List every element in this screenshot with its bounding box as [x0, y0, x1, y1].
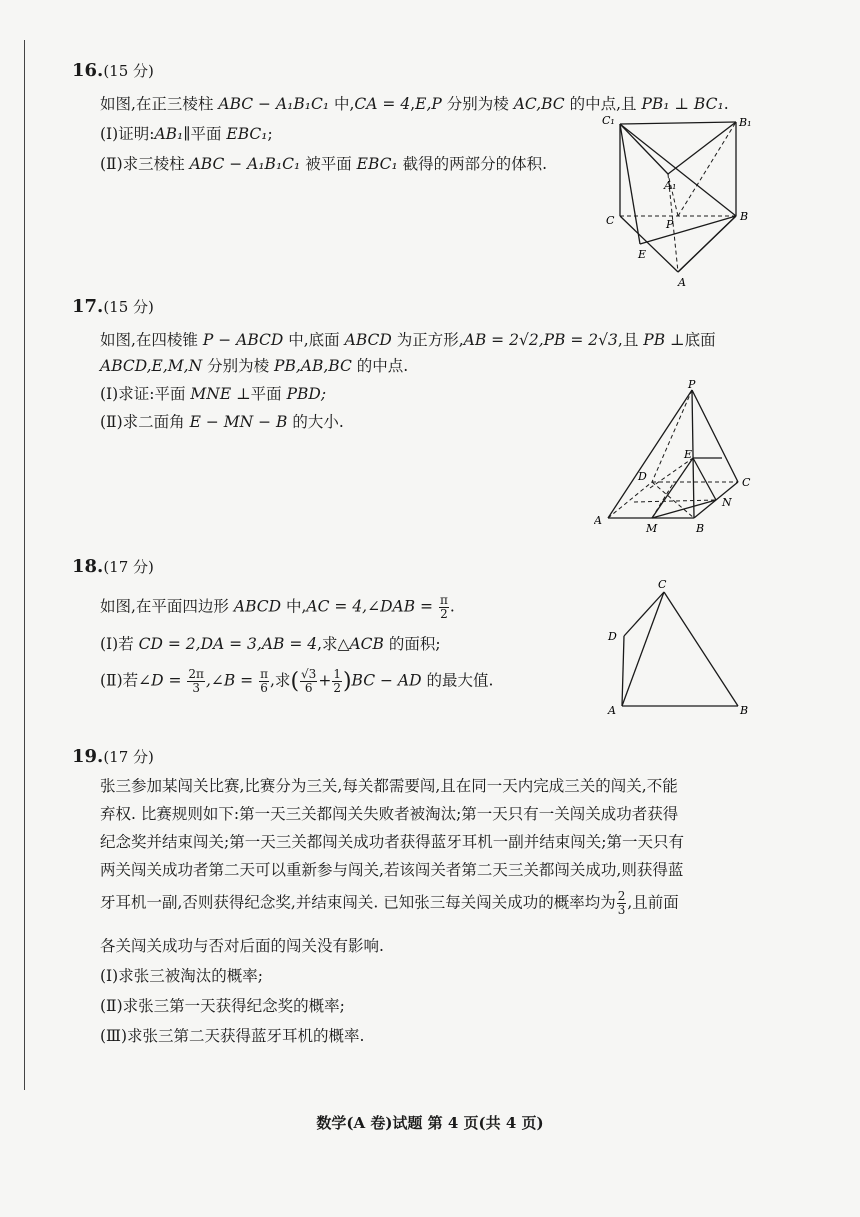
question-part-1: (Ⅰ)证明:AB₁∥平面 EBC₁;	[100, 125, 273, 143]
figure-quadrilateral	[600, 578, 750, 722]
fraction-sqrt3-over-6: $\frac{√3}{6}$	[301, 667, 317, 695]
figure-pyramid	[594, 378, 760, 540]
question-part-1: (Ⅰ)求证:平面 MNE ⊥平面 PBD;	[100, 385, 327, 403]
fig18-label-D: D	[608, 630, 617, 643]
question-text-line-2: 弃权. 比赛规则如下:第一天三关都闯关失败者被淘汰;第一天只有一关闯关成功者获得	[100, 805, 679, 823]
fig17-label-C: C	[742, 476, 751, 489]
fig16-label-A: A	[678, 276, 686, 289]
fig17-label-M: M	[646, 522, 658, 535]
question-number: 17.(15 分)	[72, 296, 154, 317]
fraction-pi-over-6: $\frac{\pi}{6}$	[260, 667, 268, 695]
question-stem: 如图,在正三棱柱 ABC − A₁B₁C₁ 中,CA = 4,E,P 分别为棱 AC,BC 的中点,且 PB₁ ⊥ BC₁.	[100, 95, 729, 113]
question-part-2: (Ⅱ)若∠D = $\frac{2\pi}{3}$ ,∠B = $\frac{\pi}{6}$ ,求( $\frac{√3}{6}$ + $\frac{1}{2}$ )BC − AD 的最大值.	[100, 667, 494, 695]
fig17-label-E: E	[684, 448, 693, 461]
question-stem-cont: ABCD,E,M,N 分别为棱 PB,AB,BC 的中点.	[100, 357, 409, 375]
fig18-label-A: A	[608, 704, 616, 717]
fig17-label-D: D	[638, 470, 647, 483]
question-text-line-6: 各关闯关成功与否对后面的闯关没有影响.	[100, 937, 384, 955]
question-part-1: (Ⅰ)若 CD = 2,DA = 3,AB = 4,求△ACB 的面积;	[100, 635, 441, 653]
question-part-2: (Ⅱ)求张三第一天获得纪念奖的概率;	[100, 997, 345, 1015]
page-footer: 数学(A 卷)试题 第 4 页(共 4 页)	[316, 1114, 544, 1132]
fraction-2-over-3: $\frac{2}{3}$	[617, 889, 626, 917]
fig16-label-B1: B₁	[739, 116, 752, 129]
fig16-label-E: E	[638, 248, 647, 261]
fraction-1-over-2: $\frac{1}{2}$	[333, 667, 341, 695]
question-part-3: (Ⅲ)求张三第二天获得蓝牙耳机的概率.	[100, 1027, 365, 1045]
question-number: 16.(15 分)	[72, 60, 154, 81]
fig16-label-P: P	[666, 218, 674, 231]
fig17-label-B: B	[696, 522, 705, 535]
question-text-line-4: 两关闯关成功者第二天可以重新参与闯关,若该闯关者第二天三关都闯关成功,则获得蓝	[100, 861, 684, 879]
fig17-label-P: P	[688, 378, 696, 391]
fig18-label-C: C	[658, 578, 667, 591]
question-text-line-1: 张三参加某闯关比赛,比赛分为三关,每关都需要闯,且在同一天内完成三关的闯关,不能	[100, 777, 678, 795]
question-stem: 如图,在平面四边形 ABCD 中,AC = 4,∠DAB = $\frac{\pi}{2}$ .	[100, 593, 455, 621]
question-text-line-3: 纪念奖并结束闯关;第一天三关都闯关成功者获得蓝牙耳机一副并结束闯关;第一天只有	[100, 833, 684, 851]
fig16-label-A1: A₁	[664, 179, 677, 192]
fig17-label-N: N	[722, 496, 732, 509]
fig16-label-B: B	[740, 210, 749, 223]
fraction-pi-over-2: $\frac{\pi}{2}$	[439, 593, 448, 621]
question-number: 19.(17 分)	[72, 746, 154, 767]
question-part-2: (Ⅱ)求二面角 E − MN − B 的大小.	[100, 413, 344, 431]
binding-margin-line	[24, 40, 25, 1090]
question-part-2: (Ⅱ)求三棱柱 ABC − A₁B₁C₁ 被平面 EBC₁ 截得的两部分的体积.	[100, 155, 548, 173]
question-number: 18.(17 分)	[72, 556, 154, 577]
fig17-label-A: A	[594, 514, 602, 527]
figure-prism	[598, 112, 760, 296]
question-stem: 如图,在四棱锥 P − ABCD 中,底面 ABCD 为正方形,AB = 2√2,PB = 2√3,且 PB ⊥底面	[100, 331, 716, 349]
fig16-label-C: C	[606, 214, 615, 227]
fig18-label-B: B	[740, 704, 749, 717]
fig16-label-C1: C₁	[602, 114, 615, 127]
question-text-line-5: 牙耳机一副,否则获得纪念奖,并结束闯关. 已知张三每关闯关成功的概率均为 $\frac{2}{3}$ ,且前面	[100, 889, 679, 917]
question-part-1: (Ⅰ)求张三被淘汰的概率;	[100, 967, 263, 985]
fraction-2pi-over-3: $\frac{2\pi}{3}$	[188, 667, 204, 695]
